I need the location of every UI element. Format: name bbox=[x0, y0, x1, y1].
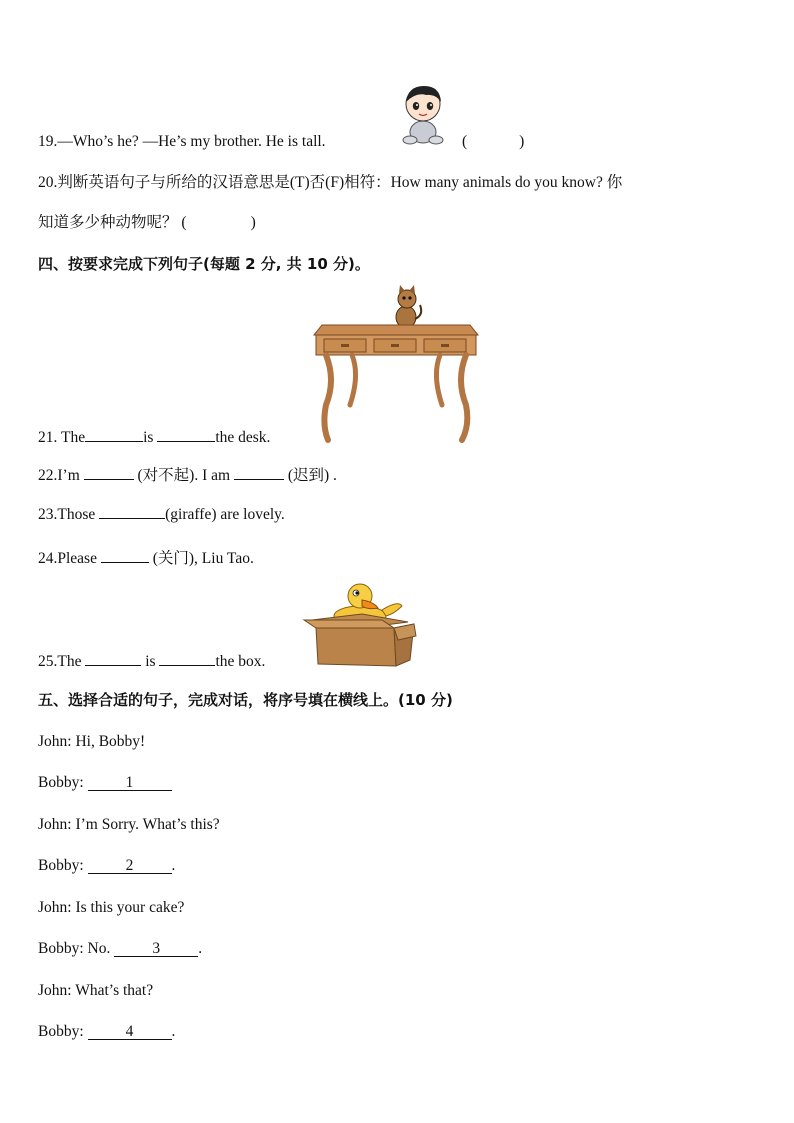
answer-blank-25b[interactable] bbox=[159, 651, 215, 666]
duck-in-box-icon bbox=[302, 580, 418, 668]
dialogue-line-2: Bobby: 1 bbox=[38, 774, 172, 792]
dialogue-line-5: John: Is this your cake? bbox=[38, 899, 185, 916]
question-25: 25.The is the box. bbox=[38, 653, 266, 670]
answer-blank-22b[interactable] bbox=[234, 465, 284, 480]
question-20-line2 bbox=[38, 210, 256, 232]
dialogue-blank-2[interactable]: 2 bbox=[88, 858, 172, 874]
question-text-line2: 知道多少种动物呢？ bbox=[38, 214, 178, 231]
desk-with-cat-icon bbox=[312, 285, 480, 443]
question-text: —Who’s he? —He’s my brother. He is tall. bbox=[57, 133, 326, 150]
dialogue-blank-4[interactable]: 4 bbox=[88, 1024, 172, 1040]
answer-paren-20[interactable]: ( ) bbox=[181, 214, 256, 231]
section-4-heading: 四、按要求完成下列句子(每题 2 分, 共 10 分)。 bbox=[38, 255, 370, 273]
dialogue-line-7: John: What’s that? bbox=[38, 982, 154, 999]
question-20 bbox=[38, 170, 622, 192]
dialogue-line-1: John: Hi, Bobby! bbox=[38, 733, 146, 750]
dialogue-line-3: John: I’m Sorry. What’s this? bbox=[38, 816, 220, 833]
dialogue-line-6: Bobby: No. 3 . bbox=[38, 940, 203, 957]
dialogue-line-4: Bobby: 2 . bbox=[38, 857, 176, 874]
question-text-line1: 判断英语句子与所给的汉语意思是(T)否(F)相符：How many animals do you know? 你 bbox=[57, 174, 623, 191]
boy-icon bbox=[396, 82, 450, 148]
answer-blank-22a[interactable] bbox=[84, 465, 134, 480]
answer-blank-21a[interactable] bbox=[85, 427, 143, 442]
question-number: 19. bbox=[38, 133, 58, 150]
answer-paren-19[interactable]: ( ) bbox=[462, 133, 525, 150]
question-23: 23.Those (giraffe) are lovely. bbox=[38, 506, 285, 523]
question-21: 21. The is the desk. bbox=[38, 429, 271, 446]
question-19 bbox=[38, 133, 326, 151]
answer-blank-24[interactable] bbox=[101, 548, 149, 563]
section-5-heading: 五、选择合适的句子，完成对话，将序号填在横线上。(10 分) bbox=[38, 691, 453, 709]
question-24: 24.Please (关门), Liu Tao. bbox=[38, 550, 254, 567]
answer-blank-23[interactable] bbox=[99, 504, 165, 519]
dialogue-blank-1[interactable]: 1 bbox=[88, 775, 172, 791]
question-number: 20. bbox=[38, 174, 58, 191]
question-22: 22.I’m (对不起). I am (迟到) . bbox=[38, 467, 337, 484]
dialogue-blank-3[interactable]: 3 bbox=[114, 941, 198, 957]
dialogue-line-8: Bobby: 4 . bbox=[38, 1023, 176, 1040]
answer-blank-21b[interactable] bbox=[157, 427, 215, 442]
answer-blank-25a[interactable] bbox=[85, 651, 141, 666]
